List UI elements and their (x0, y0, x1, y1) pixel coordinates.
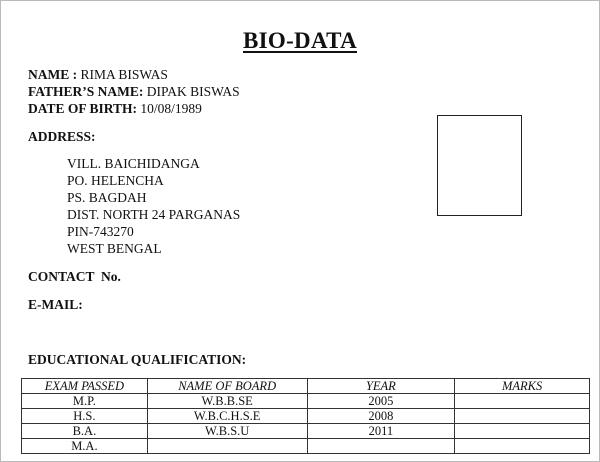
column-header: NAME OF BOARD (147, 379, 307, 394)
column-header: EXAM PASSED (22, 379, 148, 394)
email-heading: E-MAIL: (28, 297, 83, 312)
education-table (21, 378, 590, 454)
table-cell: 2005 (307, 394, 455, 409)
column-header: YEAR (307, 379, 455, 394)
address-line: PS. BAGDAH (67, 190, 147, 205)
table-cell (455, 424, 590, 439)
address-line: PO. HELENCHA (67, 173, 164, 188)
name-value: RIMA BISWAS (80, 67, 168, 82)
father-label: FATHER’S NAME: (28, 84, 144, 99)
address-line: PIN-743270 (67, 224, 134, 239)
table-cell (455, 439, 590, 454)
page-title: BIO-DATA (243, 28, 357, 53)
table-row (22, 409, 590, 424)
name-label: NAME : (28, 67, 78, 82)
dob-line (28, 101, 202, 117)
dob-value: 10/08/1989 (140, 101, 202, 116)
contact-heading: CONTACT No. (28, 269, 121, 284)
name-line (28, 67, 168, 83)
table-cell: W.B.S.U (147, 424, 307, 439)
table-cell: W.B.C.H.S.E (147, 409, 307, 424)
address-line: DIST. NORTH 24 PARGANAS (67, 207, 241, 222)
table-row (22, 394, 590, 409)
table-cell (455, 394, 590, 409)
table-header-row (22, 379, 590, 394)
table-row (22, 439, 590, 454)
dob-label: DATE OF BIRTH: (28, 101, 138, 116)
table-cell: 2011 (307, 424, 455, 439)
column-header: MARKS (455, 379, 590, 394)
education-heading: EDUCATIONAL QUALIFICATION: (28, 352, 247, 367)
table-cell: M.P. (22, 394, 148, 409)
table-cell (455, 409, 590, 424)
table-cell: B.A. (22, 424, 148, 439)
address-heading: ADDRESS: (28, 129, 96, 144)
photo-placeholder (437, 115, 522, 216)
table-cell (307, 439, 455, 454)
table-cell: W.B.B.SE (147, 394, 307, 409)
address-line: VILL. BAICHIDANGA (67, 156, 200, 171)
table-cell: M.A. (22, 439, 148, 454)
address-line: WEST BENGAL (67, 241, 162, 256)
father-value: DIPAK BISWAS (146, 84, 240, 99)
table-cell: H.S. (22, 409, 148, 424)
table-cell (147, 439, 307, 454)
table-cell: 2008 (307, 409, 455, 424)
table-row (22, 424, 590, 439)
father-line (28, 84, 240, 100)
